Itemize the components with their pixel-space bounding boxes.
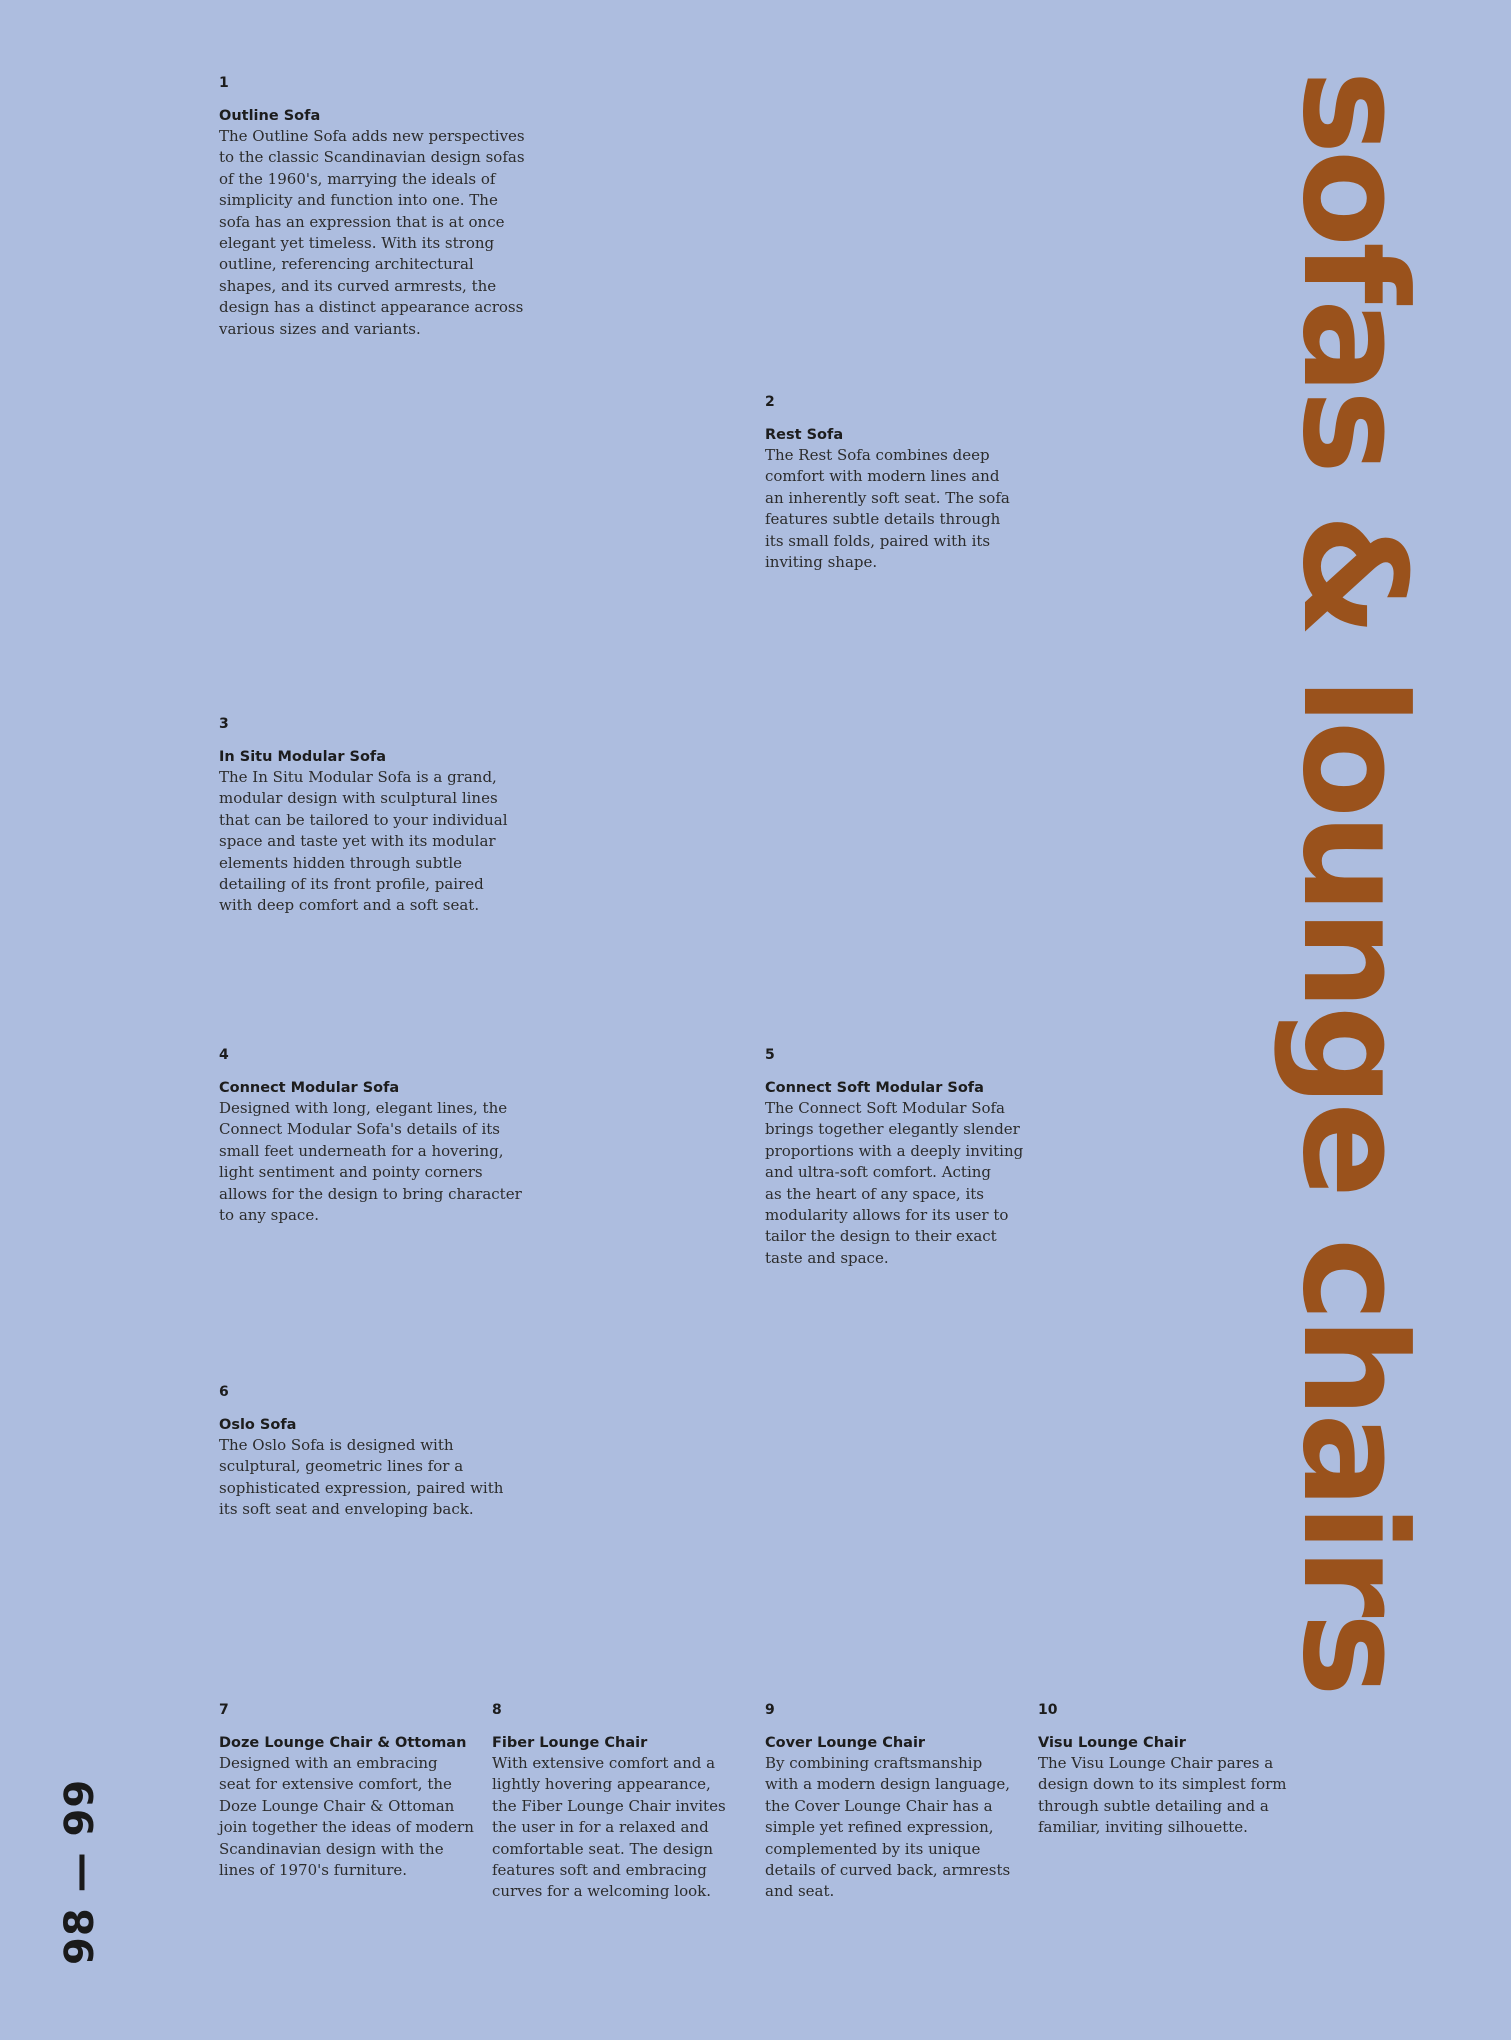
item-description: Designed with an embracing seat for extensive comfort, the Doze Lounge Chair & Ottoman join together the ideas of modern Scandinavian design with the lines of 1970's furniture. xyxy=(219,1754,474,1880)
item-rest-sofa xyxy=(765,393,1065,573)
item-number: 7 xyxy=(219,1702,229,1718)
section-headline: sofas & lounge chairs xyxy=(1271,70,1436,1693)
item-cover-lounge-chair xyxy=(765,1701,1025,1903)
item-number: 10 xyxy=(1038,1702,1058,1718)
item-number: 8 xyxy=(492,1702,502,1718)
item-title: Fiber Lounge Chair xyxy=(492,1735,648,1751)
item-visu-lounge-chair xyxy=(1038,1701,1298,1839)
item-description: The Rest Sofa combines deep comfort with modern lines and an inherently soft seat. The sofa features subtle details through its small folds, paired with its inviting shape. xyxy=(765,446,1010,572)
item-title: Connect Modular Sofa xyxy=(219,1080,400,1096)
item-title: Outline Sofa xyxy=(219,108,321,124)
item-description: Designed with long, elegant lines, the Connect Modular Sofa's details of its small feet underneath for a hovering, light sentiment and pointy corners allows for the design to bring character to any space. xyxy=(219,1099,522,1225)
item-title: In Situ Modular Sofa xyxy=(219,749,387,765)
item-doze-lounge-chair xyxy=(219,1701,479,1881)
item-title: Rest Sofa xyxy=(765,427,844,443)
item-title: Visu Lounge Chair xyxy=(1038,1735,1186,1751)
item-title: Connect Soft Modular Sofa xyxy=(765,1080,984,1096)
item-title: Cover Lounge Chair xyxy=(765,1735,926,1751)
item-description: The Connect Soft Modular Sofa brings together elegantly slender proportions with a deeply inviting and ultra-soft comfort. Acting as the heart of any space, its modularity allows for its user to tailor the design to their exact taste and space. xyxy=(765,1099,1024,1267)
item-number: 6 xyxy=(219,1384,229,1400)
item-number: 3 xyxy=(219,716,229,732)
item-number: 2 xyxy=(765,394,775,410)
item-in-situ-modular-sofa xyxy=(219,715,549,917)
item-description: With extensive comfort and a lightly hovering appearance, the Fiber Lounge Chair invites the user in for a relaxed and comfortable seat. The design features soft and embracing curves for a welcoming look. xyxy=(492,1754,726,1901)
item-description: The Oslo Sofa is designed with sculptural, geometric lines for a sophisticated expression, paired with its soft seat and enveloping back. xyxy=(219,1436,504,1519)
page-numbers: 98 — 99 xyxy=(57,1778,103,1965)
item-number: 4 xyxy=(219,1047,229,1063)
item-description: The Visu Lounge Chair pares a design down to its simplest form through subtle detailing and a familiar, inviting silhouette. xyxy=(1038,1754,1287,1837)
item-connect-soft-modular-sofa xyxy=(765,1046,1065,1269)
item-connect-modular-sofa xyxy=(219,1046,549,1226)
item-description: By combining craftsmanship with a modern design language, the Cover Lounge Chair has a simple yet refined expression, complemented by its unique details of curved back, armrests and seat. xyxy=(765,1754,1011,1901)
item-description: The Outline Sofa adds new perspectives to the classic Scandinavian design sofas of the 1960's, marrying the ideals of simplicity and function into one. The sofa has an expression that is at once elegant yet timeless. With its strong outline, referencing architectural shapes, and its curved armrests, the design has a distinct appearance across various sizes and variants. xyxy=(219,127,525,338)
item-oslo-sofa xyxy=(219,1383,549,1521)
item-number: 9 xyxy=(765,1702,775,1718)
item-fiber-lounge-chair xyxy=(492,1701,752,1903)
item-description: The In Situ Modular Sofa is a grand, modular design with sculptural lines that can be tailored to your individual space and taste yet with its modular elements hidden through subtle detailing of its front profile, paired with deep comfort and a soft seat. xyxy=(219,768,508,915)
item-outline-sofa xyxy=(219,74,549,340)
item-number: 1 xyxy=(219,75,229,91)
item-number: 5 xyxy=(765,1047,775,1063)
item-title: Doze Lounge Chair & Ottoman xyxy=(219,1735,467,1751)
item-title: Oslo Sofa xyxy=(219,1417,297,1433)
